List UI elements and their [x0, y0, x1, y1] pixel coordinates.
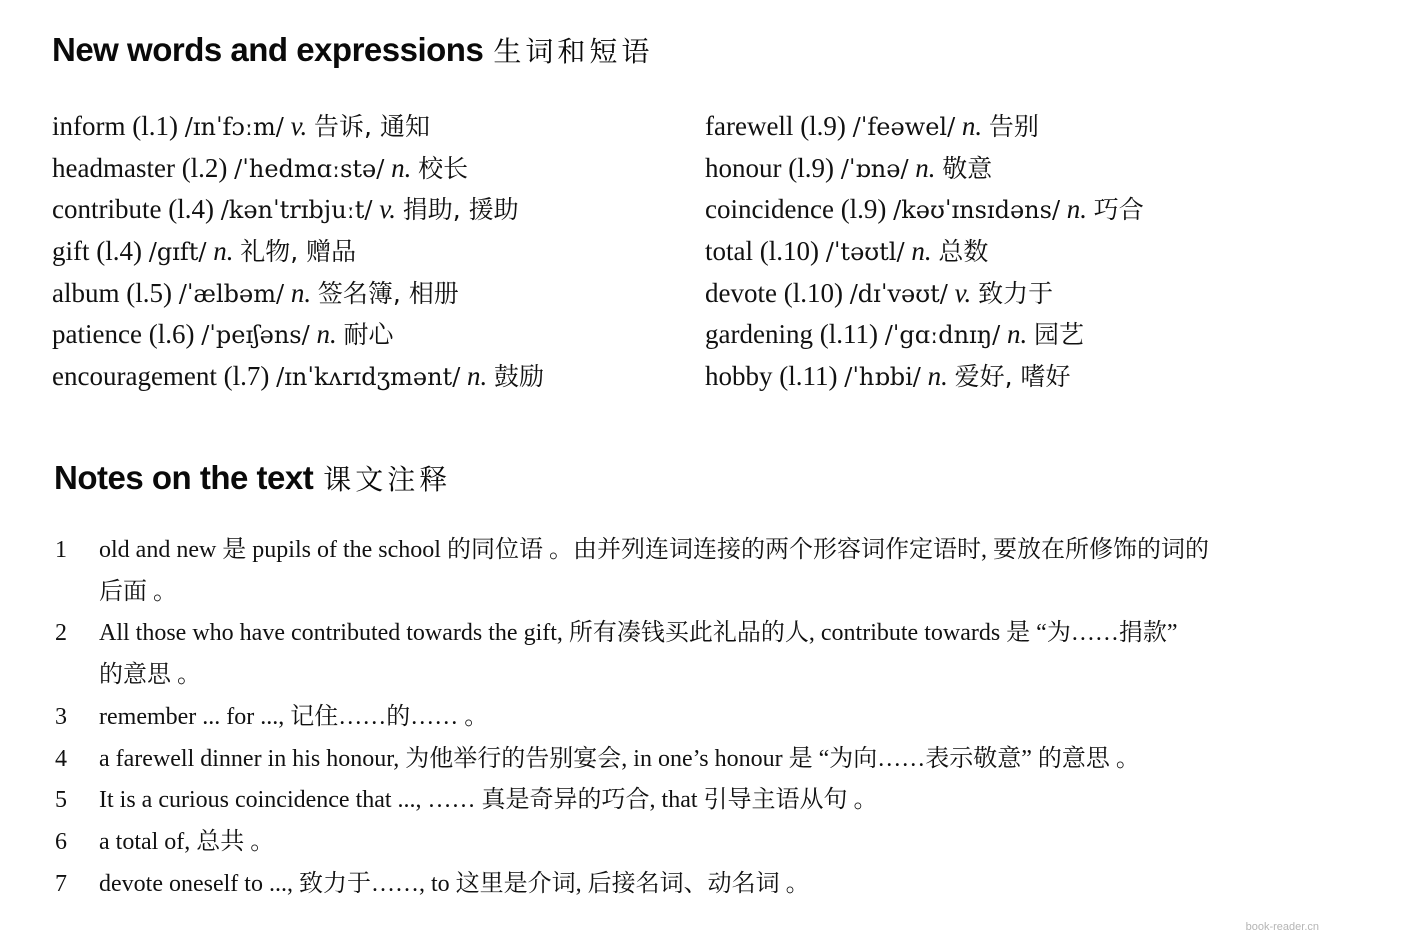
note-line: a farewell dinner in his honour, 为他举行的告别宴会, in one’s honour 是 “为向……表示敬意” 的意思 。 [99, 745, 1140, 772]
note-line: It is a curious coincidence that ..., …… 真是奇异的巧合, that 引导主语从句 。 [99, 787, 878, 814]
vocab-pos: n. [1066, 194, 1088, 225]
vocab-meaning: 敬意 [942, 153, 993, 183]
vocab-entry [705, 106, 1144, 148]
vocab-word: gift [52, 236, 90, 267]
note-number: 6 [55, 828, 67, 855]
vocab-entry [705, 189, 1144, 231]
vocab-pos: v. [954, 277, 972, 308]
vocab-section-heading [52, 30, 653, 70]
note-body [99, 530, 1395, 613]
vocab-heading-en: New words and expressions [52, 31, 484, 68]
vocab-ipa: /gɪft/ [148, 238, 207, 267]
vocab-pos: n. [213, 236, 234, 267]
vocab-word: headmaster [52, 152, 175, 183]
vocab-pos: n. [915, 152, 936, 183]
watermark: book-reader.cn [1245, 921, 1319, 933]
notes-list [55, 530, 1395, 905]
vocab-ref: (l.4) [168, 194, 214, 225]
vocab-pos: n. [290, 277, 312, 308]
note-item [55, 780, 1395, 822]
vocab-ipa: /ˈgɑːdnɪŋ/ [884, 321, 1001, 350]
note-item [55, 697, 1395, 739]
note-line-continued: 的意思 。 [99, 662, 201, 689]
vocab-meaning: 签名簿, 相册 [317, 278, 459, 308]
vocab-entry [705, 148, 1144, 190]
vocab-pos: n. [1007, 319, 1028, 350]
notes-heading-zh: 课文注释 [323, 463, 452, 496]
vocab-word: inform [52, 111, 126, 141]
vocab-ref: (l.1) [132, 111, 178, 141]
vocab-entry [52, 148, 544, 190]
vocab-ref: (l.9) [800, 111, 846, 141]
vocab-ref: (l.10) [759, 236, 819, 267]
vocab-entry [52, 231, 544, 273]
note-item [55, 864, 1395, 906]
vocab-word: total [705, 236, 753, 267]
notes-heading-en: Notes on the text [54, 459, 314, 496]
note-body [99, 864, 1395, 906]
vocab-ipa: /ˈfeəwel/ [852, 113, 956, 141]
note-item [55, 822, 1395, 864]
vocab-pos: n. [927, 361, 948, 392]
vocab-entry [52, 106, 544, 148]
vocab-ref: (l.2) [181, 152, 228, 183]
vocab-meaning: 告诉, 通知 [314, 112, 430, 141]
vocab-meaning: 致力于 [978, 278, 1054, 308]
vocab-meaning: 总数 [938, 237, 989, 267]
vocab-ref: (l.9) [840, 194, 887, 225]
vocab-ipa: /ɪnˈfɔːm/ [184, 113, 284, 141]
vocab-ipa: /ˈhɒbi/ [844, 363, 921, 392]
vocab-ref: (l.11) [779, 361, 838, 392]
note-item [55, 739, 1395, 781]
vocab-meaning: 捐助, 援助 [402, 195, 519, 225]
vocab-pos: v. [379, 194, 396, 225]
note-body [99, 613, 1395, 696]
vocab-meaning: 耐心 [343, 320, 394, 350]
vocab-heading-zh: 生词和短语 [493, 35, 654, 68]
vocab-meaning: 礼物, 赠品 [240, 237, 357, 267]
notes-section-heading [54, 458, 451, 498]
vocab-pos: n. [911, 236, 932, 267]
vocab-ref: (l.11) [819, 319, 878, 350]
vocab-word: hobby [705, 361, 773, 392]
vocab-word: album [52, 277, 120, 308]
vocab-meaning: 巧合 [1093, 195, 1144, 225]
vocab-ipa: /ˈælbəm/ [178, 279, 285, 308]
note-item [55, 613, 1395, 696]
note-body [99, 697, 1395, 739]
note-number: 3 [55, 703, 67, 730]
vocab-ref: (l.10) [783, 277, 843, 308]
vocab-word: patience [52, 319, 142, 350]
vocab-ipa: /ˈɒnə/ [840, 154, 909, 183]
note-line: old and new 是 pupils of the school 的同位语 。由并列连词连接的两个形容词作定语时, 要放在所修饰的词的 [99, 537, 1209, 563]
vocab-ipa: /kəʊˈɪnsɪdəns/ [893, 196, 1061, 225]
vocab-meaning: 鼓励 [494, 362, 545, 392]
vocab-ipa: /ˈtəʊtl/ [825, 238, 905, 267]
vocab-entry [52, 314, 544, 356]
note-number: 5 [55, 787, 67, 814]
note-number: 2 [55, 620, 67, 647]
vocab-ipa: /kənˈtrɪbjuːt/ [220, 196, 373, 225]
vocab-word: gardening [705, 319, 813, 350]
vocab-entry [705, 273, 1144, 315]
vocab-pos: n. [467, 361, 488, 392]
vocab-entry [705, 356, 1144, 398]
vocab-word: honour [705, 152, 782, 183]
note-body [99, 739, 1395, 781]
vocab-meaning: 告别 [988, 112, 1039, 141]
vocab-ipa: /ɪnˈkʌrɪdʒmənt/ [276, 363, 461, 392]
vocab-word: encouragement [52, 361, 217, 392]
vocab-meaning: 园艺 [1034, 320, 1085, 350]
vocab-entry [705, 231, 1144, 273]
vocab-word: coincidence [705, 194, 834, 225]
vocab-meaning: 爱好, 嗜好 [954, 362, 1071, 392]
vocab-pos: n. [316, 319, 337, 350]
note-number: 1 [55, 537, 67, 563]
vocab-ipa: /ˈpeɪʃəns/ [201, 321, 310, 350]
note-body [99, 780, 1395, 822]
vocab-entry [52, 273, 544, 315]
note-line: a total of, 总共 。 [99, 828, 275, 855]
note-line: remember ... for ..., 记住……的…… 。 [99, 703, 489, 730]
note-body [99, 822, 1395, 864]
vocab-pos: v. [290, 111, 308, 141]
note-item [55, 530, 1395, 613]
vocab-entry [705, 314, 1144, 356]
note-line-continued: 后面 。 [99, 578, 177, 605]
vocab-entry [52, 189, 544, 231]
vocab-ipa: /ˈhedmɑːstə/ [234, 154, 385, 183]
vocab-list-left [52, 106, 544, 398]
vocab-word: farewell [705, 111, 794, 141]
vocab-pos: n. [391, 152, 412, 183]
vocab-ipa: /dɪˈvəʊt/ [849, 279, 948, 308]
vocab-entry [52, 356, 544, 398]
vocab-list-right [705, 106, 1144, 398]
vocab-ref: (l.5) [126, 277, 172, 308]
vocab-ref: (l.7) [223, 361, 270, 392]
vocab-ref: (l.6) [148, 319, 195, 350]
vocab-ref: (l.4) [96, 236, 142, 267]
note-line: devote oneself to ..., 致力于……, to 这里是介词, 后接名词、动名词 。 [99, 870, 810, 897]
vocab-ref: (l.9) [788, 152, 834, 183]
vocab-pos: n. [961, 111, 983, 141]
vocab-meaning: 校长 [418, 153, 469, 183]
vocab-word: devote [705, 277, 777, 308]
note-line: All those who have contributed towards the gift, 所有凑钱买此礼品的人, contribute towards 是 “为……捐款” [99, 620, 1178, 647]
note-number: 4 [55, 745, 67, 772]
note-number: 7 [55, 870, 67, 897]
vocab-word: contribute [52, 194, 162, 225]
